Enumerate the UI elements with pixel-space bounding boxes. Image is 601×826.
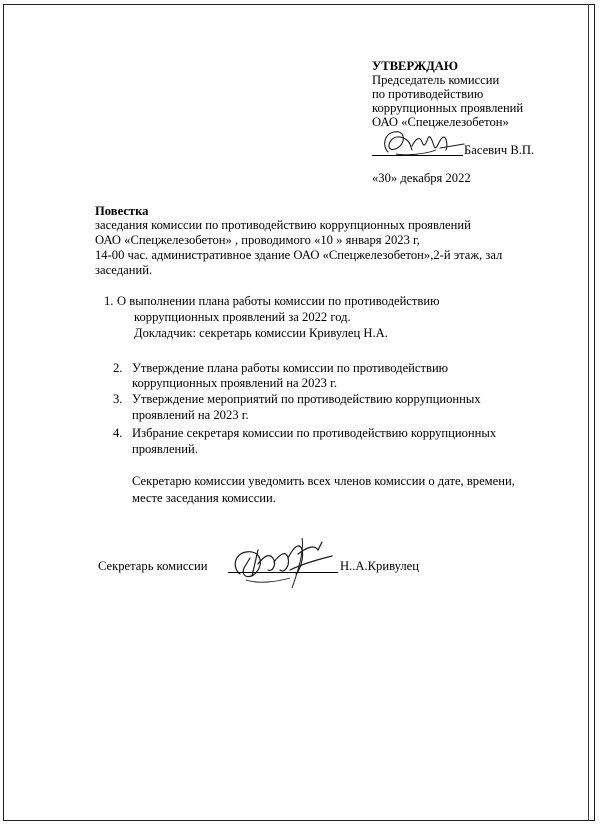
secretary-signature (228, 530, 338, 594)
instruction-line-1: Секретарю комиссии уведомить всех членов комиссии о дате, времени, (132, 474, 515, 488)
item-3-line-1: Утверждение мероприятий по противодействию коррупционных (132, 392, 481, 406)
secretary-label: Секретарь комиссии (98, 559, 208, 573)
item-4-line-1: Избрание секретаря комиссии по противодействию коррупционных (132, 426, 497, 440)
agenda-line-1: заседания комиссии по противодействию коррупционных проявлений (95, 218, 471, 232)
item-4-number: 4. (113, 426, 123, 440)
item-4-line-2: проявлений. (132, 442, 198, 456)
agenda-title: Повестка (95, 204, 149, 218)
approval-line-4: ОАО «Спецжелезобетон» (372, 115, 509, 129)
page-edge-line (588, 4, 589, 821)
secretary-name: Н..А.Кривулец (340, 559, 419, 573)
item-1-line-3: Докладчик: секретарь комиссии Кривулец Н.А. (134, 326, 388, 340)
approval-signature (376, 124, 466, 160)
item-1-number: 1. (104, 294, 114, 308)
item-1-line-2: коррупционных проявлений за 2022 год. (134, 310, 351, 324)
agenda-line-3: 14-00 час. административное здание ОАО «Спецжелезобетон»,2-й этаж, зал (95, 248, 503, 262)
approval-line-2: по противодействию (372, 87, 484, 101)
approval-signer: Басевич В.П. (464, 143, 535, 157)
item-3-line-2: проявлений на 2023 г. (132, 408, 249, 422)
item-2-number: 2. (113, 361, 123, 375)
item-2-line-1: Утверждение плана работы комиссии по противодействию (132, 361, 449, 375)
approval-line-1: Председатель комиссии (372, 73, 500, 87)
item-3-number: 3. (113, 392, 123, 406)
instruction-line-2: месте заседания комиссии. (132, 491, 276, 505)
item-1-line-1: О выполнении плана работы комиссии по противодействию (117, 294, 440, 308)
agenda-line-4: заседаний. (95, 263, 153, 277)
item-2-line-2: коррупционных проявлений на 2023 г. (132, 376, 338, 390)
approval-line-3: коррупционных проявлений (372, 101, 524, 115)
approval-heading: УТВЕРЖДАЮ (372, 59, 459, 73)
agenda-line-2: ОАО «Спецжелезобетон» , проводимого «10 » января 2023 г, (95, 233, 420, 247)
secretary-signature-line (228, 572, 338, 573)
approval-date: «30» декабря 2022 (372, 171, 471, 185)
